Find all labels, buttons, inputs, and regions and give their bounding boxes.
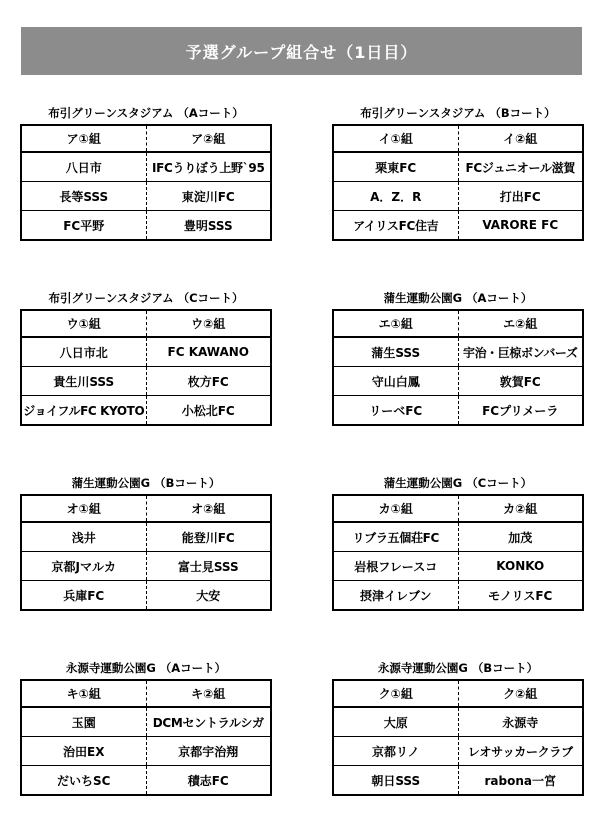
team-cell: アイリスFC住吉: [333, 211, 458, 241]
group-header: ウ①組: [21, 310, 146, 337]
team-cell: 打出FC: [458, 182, 583, 211]
group-header: ア②組: [146, 125, 271, 152]
team-cell: IFCうりぼう上野`95: [146, 152, 271, 182]
group-table: [20, 679, 272, 796]
group-header: エ②組: [458, 310, 583, 337]
group-header: カ②組: [458, 495, 583, 522]
court-title: 布引グリーンスタジアム （Bコート）: [360, 106, 556, 120]
team-cell: 敦賀FC: [458, 367, 583, 396]
team-cell: 加茂: [458, 522, 583, 552]
team-cell: FC平野: [21, 211, 146, 241]
team-cell: 治田EX: [21, 737, 146, 766]
team-cell: 富士見SSS: [146, 552, 271, 581]
team-cell: 枚方FC: [146, 367, 271, 396]
group-header: オ②組: [146, 495, 271, 522]
team-cell: rabona一宮: [458, 766, 583, 796]
court-title: 永源寺運動公園G （Bコート）: [377, 661, 539, 675]
team-cell: リブラ五個荘FC: [333, 522, 458, 552]
group-header: イ①組: [333, 125, 458, 152]
group-header: カ①組: [333, 495, 458, 522]
group-header: イ②組: [458, 125, 583, 152]
team-cell: 蒲生SSS: [333, 337, 458, 367]
group-header: キ②組: [146, 680, 271, 707]
team-cell: 大安: [146, 581, 271, 611]
court-title: 布引グリーンスタジアム （Cコート）: [48, 291, 244, 305]
group-table: [332, 309, 584, 426]
team-cell: FCジュニオール滋賀: [458, 152, 583, 182]
team-cell: レオサッカークラブ: [458, 737, 583, 766]
team-cell: 東淀川FC: [146, 182, 271, 211]
team-cell: 大原: [333, 707, 458, 737]
group-table: [20, 124, 272, 241]
team-cell: 守山白鳳: [333, 367, 458, 396]
team-cell: 朝日SSS: [333, 766, 458, 796]
court-title: 蒲生運動公園G （Aコート）: [383, 291, 533, 305]
team-cell: 兵庫FC: [21, 581, 146, 611]
court-title: 蒲生運動公園G （Bコート）: [71, 476, 221, 490]
team-cell: 八日市: [21, 152, 146, 182]
team-cell: 浅井: [21, 522, 146, 552]
team-cell: 永源寺: [458, 707, 583, 737]
team-cell: 栗東FC: [333, 152, 458, 182]
page-title-banner: [21, 27, 582, 75]
team-cell: 摂津イレブン: [333, 581, 458, 611]
team-cell: 京都宇治翔: [146, 737, 271, 766]
team-cell: 宇治・巨椋ボンバーズ: [458, 337, 583, 367]
court-block-gamo-a: [332, 289, 584, 426]
team-cell: 京都リノ: [333, 737, 458, 766]
group-table: [20, 494, 272, 611]
page-title: 予選グループ組合せ（1日目）: [185, 42, 418, 62]
court-block-nunobiki-b: [332, 104, 584, 241]
court-block-nunobiki-c: [20, 289, 272, 426]
team-cell: 京都Jマルカ: [21, 552, 146, 581]
court-block-gamo-b: [20, 474, 272, 611]
group-header: キ①組: [21, 680, 146, 707]
team-cell: FC KAWANO: [146, 337, 271, 367]
team-cell: VARORE FC: [458, 211, 583, 241]
team-cell: モノリスFC: [458, 581, 583, 611]
team-cell: DCMセントラルシガ: [146, 707, 271, 737]
team-cell: A．Z．R: [333, 182, 458, 211]
team-cell: 小松北FC: [146, 396, 271, 426]
team-cell: 貴生川SSS: [21, 367, 146, 396]
group-table: [332, 679, 584, 796]
group-header: エ①組: [333, 310, 458, 337]
court-title: 布引グリーンスタジアム （Aコート）: [48, 106, 244, 120]
group-table: [332, 494, 584, 611]
team-cell: 積志FC: [146, 766, 271, 796]
group-table: [332, 124, 584, 241]
court-title: 永源寺運動公園G （Aコート）: [65, 661, 227, 675]
team-cell: FCプリメーラ: [458, 396, 583, 426]
team-cell: 岩根フレースコ: [333, 552, 458, 581]
team-cell: だいちSC: [21, 766, 146, 796]
group-header: ク②組: [458, 680, 583, 707]
team-cell: KONKO: [458, 552, 583, 581]
team-cell: ジョイフルFC KYOTO: [21, 396, 146, 426]
team-cell: 八日市北: [21, 337, 146, 367]
team-cell: 玉園: [21, 707, 146, 737]
team-cell: 長等SSS: [21, 182, 146, 211]
group-table: [20, 309, 272, 426]
team-cell: リーベFC: [333, 396, 458, 426]
team-cell: 能登川FC: [146, 522, 271, 552]
court-block-eigenji-b: [332, 659, 584, 796]
team-cell: 豊明SSS: [146, 211, 271, 241]
court-block-eigenji-a: [20, 659, 272, 796]
group-header: オ①組: [21, 495, 146, 522]
court-block-gamo-c: [332, 474, 584, 611]
court-title: 蒲生運動公園G （Cコート）: [383, 476, 533, 490]
court-block-nunobiki-a: [20, 104, 272, 241]
group-header: ウ②組: [146, 310, 271, 337]
group-header: ク①組: [333, 680, 458, 707]
group-header: ア①組: [21, 125, 146, 152]
